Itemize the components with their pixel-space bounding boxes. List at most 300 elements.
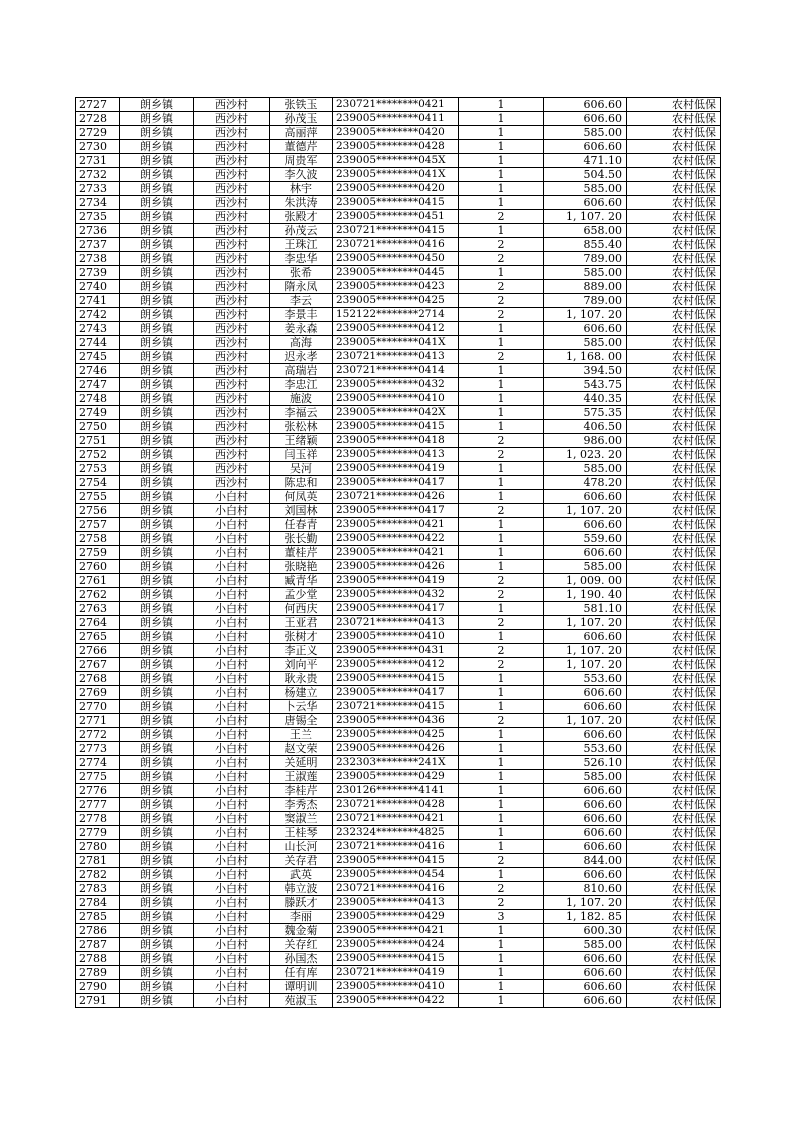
amount-cell: 606.60 [544,798,627,812]
village-cell: 小白村 [194,980,270,994]
assistance-type-cell: 农村低保 [627,210,721,224]
village-cell: 西沙村 [194,210,270,224]
household-size-cell: 1 [459,994,544,1008]
household-size-cell: 2 [459,350,544,364]
row-number-cell: 2759 [76,546,120,560]
name-cell: 张长勤 [270,532,333,546]
town-cell: 朗乡镇 [120,798,194,812]
household-size-cell: 3 [459,910,544,924]
assistance-type-cell: 农村低保 [627,420,721,434]
assistance-type-cell: 农村低保 [627,980,721,994]
household-size-cell: 2 [459,434,544,448]
name-cell: 迟永孝 [270,350,333,364]
name-cell: 关存红 [270,938,333,952]
amount-cell: 606.60 [544,546,627,560]
assistance-type-cell: 农村低保 [627,266,721,280]
name-cell: 王淑莲 [270,770,333,784]
village-cell: 西沙村 [194,476,270,490]
household-size-cell: 1 [459,630,544,644]
name-cell: 山长河 [270,840,333,854]
assistance-type-cell: 农村低保 [627,126,721,140]
assistance-type-cell: 农村低保 [627,602,721,616]
village-cell: 小白村 [194,616,270,630]
row-number-cell: 2753 [76,462,120,476]
name-cell: 孙茂玉 [270,112,333,126]
amount-cell: 553.60 [544,672,627,686]
id-number-cell: 239005********0428 [333,140,459,154]
row-number-cell: 2758 [76,532,120,546]
village-cell: 西沙村 [194,448,270,462]
name-cell: 林宇 [270,182,333,196]
name-cell: 陈忠和 [270,476,333,490]
table-row [76,406,721,420]
row-number-cell: 2733 [76,182,120,196]
amount-cell: 471.10 [544,154,627,168]
id-number-cell: 239005********0415 [333,672,459,686]
household-size-cell: 1 [459,700,544,714]
town-cell: 朗乡镇 [120,238,194,252]
town-cell: 朗乡镇 [120,518,194,532]
id-number-cell: 239005********0417 [333,686,459,700]
village-cell: 小白村 [194,672,270,686]
assistance-type-cell: 农村低保 [627,140,721,154]
name-cell: 李丽 [270,910,333,924]
town-cell: 朗乡镇 [120,658,194,672]
assistance-type-cell: 农村低保 [627,644,721,658]
town-cell: 朗乡镇 [120,294,194,308]
row-number-cell: 2747 [76,378,120,392]
village-cell: 西沙村 [194,294,270,308]
town-cell: 朗乡镇 [120,924,194,938]
town-cell: 朗乡镇 [120,966,194,980]
id-number-cell: 230721********0413 [333,616,459,630]
table-row [76,966,721,980]
amount-cell: 1, 107. 20 [544,644,627,658]
amount-cell: 1, 190. 40 [544,588,627,602]
village-cell: 小白村 [194,840,270,854]
name-cell: 王兰 [270,728,333,742]
row-number-cell: 2744 [76,336,120,350]
table-row [76,924,721,938]
town-cell: 朗乡镇 [120,616,194,630]
village-cell: 西沙村 [194,98,270,112]
village-cell: 西沙村 [194,392,270,406]
id-number-cell: 230721********0413 [333,350,459,364]
village-cell: 西沙村 [194,224,270,238]
amount-cell: 789.00 [544,294,627,308]
village-cell: 西沙村 [194,364,270,378]
name-cell: 高丽萍 [270,126,333,140]
name-cell: 韩立波 [270,882,333,896]
assistance-type-cell: 农村低保 [627,896,721,910]
id-number-cell: 239005********0421 [333,546,459,560]
name-cell: 隋永凤 [270,280,333,294]
name-cell: 谭明训 [270,980,333,994]
row-number-cell: 2778 [76,812,120,826]
amount-cell: 553.60 [544,742,627,756]
amount-cell: 1, 107. 20 [544,896,627,910]
town-cell: 朗乡镇 [120,574,194,588]
assistance-type-cell: 农村低保 [627,868,721,882]
town-cell: 朗乡镇 [120,882,194,896]
id-number-cell: 239005********0445 [333,266,459,280]
town-cell: 朗乡镇 [120,756,194,770]
amount-cell: 606.60 [544,840,627,854]
name-cell: 王桂琴 [270,826,333,840]
town-cell: 朗乡镇 [120,504,194,518]
assistance-type-cell: 农村低保 [627,994,721,1008]
assistance-type-cell: 农村低保 [627,784,721,798]
town-cell: 朗乡镇 [120,378,194,392]
row-number-cell: 2736 [76,224,120,238]
table-row [76,224,721,238]
assistance-type-cell: 农村低保 [627,112,721,126]
table-row [76,742,721,756]
row-number-cell: 2731 [76,154,120,168]
amount-cell: 1, 107. 20 [544,714,627,728]
town-cell: 朗乡镇 [120,938,194,952]
town-cell: 朗乡镇 [120,490,194,504]
id-number-cell: 230721********0416 [333,840,459,854]
town-cell: 朗乡镇 [120,994,194,1008]
table-row [76,476,721,490]
assistance-type-cell: 农村低保 [627,658,721,672]
town-cell: 朗乡镇 [120,630,194,644]
town-cell: 朗乡镇 [120,532,194,546]
assistance-type-cell: 农村低保 [627,910,721,924]
amount-cell: 1, 107. 20 [544,616,627,630]
village-cell: 小白村 [194,490,270,504]
amount-cell: 559.60 [544,532,627,546]
assistance-type-cell: 农村低保 [627,728,721,742]
household-size-cell: 1 [459,140,544,154]
household-size-cell: 1 [459,462,544,476]
amount-cell: 1, 107. 20 [544,504,627,518]
table-row [76,336,721,350]
village-cell: 西沙村 [194,336,270,350]
table-row [76,294,721,308]
table-row [76,546,721,560]
village-cell: 西沙村 [194,154,270,168]
amount-cell: 1, 107. 20 [544,658,627,672]
household-size-cell: 1 [459,784,544,798]
id-number-cell: 239005********0422 [333,532,459,546]
assistance-type-cell: 农村低保 [627,966,721,980]
town-cell: 朗乡镇 [120,714,194,728]
row-number-cell: 2791 [76,994,120,1008]
village-cell: 小白村 [194,602,270,616]
village-cell: 小白村 [194,966,270,980]
village-cell: 西沙村 [194,308,270,322]
village-cell: 小白村 [194,574,270,588]
household-size-cell: 2 [459,280,544,294]
table-row [76,700,721,714]
id-number-cell: 239005********0413 [333,448,459,462]
name-cell: 李正义 [270,644,333,658]
amount-cell: 585.00 [544,462,627,476]
id-number-cell: 239005********0432 [333,588,459,602]
assistance-type-cell: 农村低保 [627,518,721,532]
household-size-cell: 2 [459,448,544,462]
village-cell: 小白村 [194,952,270,966]
id-number-cell: 230721********0421 [333,812,459,826]
household-size-cell: 1 [459,756,544,770]
village-cell: 西沙村 [194,350,270,364]
amount-cell: 585.00 [544,560,627,574]
table-row [76,770,721,784]
id-number-cell: 239005********041X [333,336,459,350]
id-number-cell: 239005********0417 [333,504,459,518]
assistance-type-cell: 农村低保 [627,476,721,490]
row-number-cell: 2735 [76,210,120,224]
table-row [76,98,721,112]
amount-cell: 606.60 [544,686,627,700]
id-number-cell: 239005********042X [333,406,459,420]
name-cell: 赵文荣 [270,742,333,756]
household-size-cell: 1 [459,980,544,994]
row-number-cell: 2777 [76,798,120,812]
village-cell: 小白村 [194,812,270,826]
assistance-type-cell: 农村低保 [627,574,721,588]
amount-cell: 844.00 [544,854,627,868]
name-cell: 李云 [270,294,333,308]
household-size-cell: 1 [459,868,544,882]
household-size-cell: 1 [459,966,544,980]
row-number-cell: 2768 [76,672,120,686]
village-cell: 小白村 [194,504,270,518]
assistance-type-cell: 农村低保 [627,714,721,728]
table-row [76,798,721,812]
id-number-cell: 239005********0431 [333,644,459,658]
row-number-cell: 2743 [76,322,120,336]
table-row [76,784,721,798]
assistance-type-cell: 农村低保 [627,686,721,700]
id-number-cell: 152122********2714 [333,308,459,322]
id-number-cell: 239005********0426 [333,742,459,756]
amount-cell: 606.60 [544,140,627,154]
village-cell: 小白村 [194,868,270,882]
table-row [76,728,721,742]
name-cell: 高海 [270,336,333,350]
town-cell: 朗乡镇 [120,770,194,784]
name-cell: 孟少堂 [270,588,333,602]
id-number-cell: 239005********0412 [333,658,459,672]
id-number-cell: 239005********0417 [333,602,459,616]
name-cell: 董德芹 [270,140,333,154]
town-cell: 朗乡镇 [120,784,194,798]
household-size-cell: 1 [459,490,544,504]
id-number-cell: 239005********0423 [333,280,459,294]
household-size-cell: 2 [459,574,544,588]
row-number-cell: 2769 [76,686,120,700]
household-size-cell: 2 [459,714,544,728]
amount-cell: 585.00 [544,938,627,952]
town-cell: 朗乡镇 [120,980,194,994]
assistance-type-cell: 农村低保 [627,588,721,602]
name-cell: 李秀杰 [270,798,333,812]
assistance-type-cell: 农村低保 [627,546,721,560]
village-cell: 西沙村 [194,182,270,196]
amount-cell: 585.00 [544,266,627,280]
name-cell: 卜云华 [270,700,333,714]
household-size-cell: 1 [459,560,544,574]
assistance-type-cell: 农村低保 [627,378,721,392]
assistance-type-cell: 农村低保 [627,462,721,476]
row-number-cell: 2771 [76,714,120,728]
name-cell: 刘向平 [270,658,333,672]
name-cell: 关存君 [270,854,333,868]
table-row [76,280,721,294]
row-number-cell: 2730 [76,140,120,154]
table-row [76,756,721,770]
table-row [76,980,721,994]
household-size-cell: 1 [459,126,544,140]
name-cell: 张铁玉 [270,98,333,112]
town-cell: 朗乡镇 [120,826,194,840]
id-number-cell: 230721********0419 [333,966,459,980]
town-cell: 朗乡镇 [120,728,194,742]
row-number-cell: 2745 [76,350,120,364]
id-number-cell: 239005********0425 [333,294,459,308]
id-number-cell: 239005********0415 [333,420,459,434]
amount-cell: 1, 009. 00 [544,574,627,588]
id-number-cell: 239005********0451 [333,210,459,224]
id-number-cell: 239005********0417 [333,476,459,490]
table-row [76,672,721,686]
row-number-cell: 2738 [76,252,120,266]
household-size-cell: 1 [459,602,544,616]
village-cell: 西沙村 [194,434,270,448]
name-cell: 杨建立 [270,686,333,700]
row-number-cell: 2728 [76,112,120,126]
beneficiary-table [75,97,721,1008]
table-row [76,882,721,896]
assistance-type-cell: 农村低保 [627,252,721,266]
row-number-cell: 2737 [76,238,120,252]
household-size-cell: 1 [459,770,544,784]
village-cell: 西沙村 [194,420,270,434]
id-number-cell: 239005********041X [333,168,459,182]
amount-cell: 606.60 [544,994,627,1008]
table-row [76,686,721,700]
household-size-cell: 1 [459,798,544,812]
village-cell: 小白村 [194,588,270,602]
row-number-cell: 2785 [76,910,120,924]
table-row [76,448,721,462]
town-cell: 朗乡镇 [120,406,194,420]
town-cell: 朗乡镇 [120,308,194,322]
village-cell: 小白村 [194,644,270,658]
row-number-cell: 2757 [76,518,120,532]
amount-cell: 606.60 [544,966,627,980]
village-cell: 小白村 [194,560,270,574]
village-cell: 小白村 [194,826,270,840]
village-cell: 小白村 [194,518,270,532]
amount-cell: 606.60 [544,826,627,840]
amount-cell: 889.00 [544,280,627,294]
town-cell: 朗乡镇 [120,420,194,434]
household-size-cell: 1 [459,378,544,392]
row-number-cell: 2773 [76,742,120,756]
household-size-cell: 1 [459,476,544,490]
assistance-type-cell: 农村低保 [627,98,721,112]
village-cell: 小白村 [194,532,270,546]
household-size-cell: 1 [459,168,544,182]
town-cell: 朗乡镇 [120,322,194,336]
id-number-cell: 230721********0416 [333,238,459,252]
household-size-cell: 1 [459,322,544,336]
id-number-cell: 239005********0411 [333,112,459,126]
household-size-cell: 1 [459,224,544,238]
town-cell: 朗乡镇 [120,560,194,574]
amount-cell: 581.10 [544,602,627,616]
town-cell: 朗乡镇 [120,350,194,364]
id-number-cell: 239005********0432 [333,378,459,392]
row-number-cell: 2764 [76,616,120,630]
town-cell: 朗乡镇 [120,910,194,924]
household-size-cell: 1 [459,98,544,112]
town-cell: 朗乡镇 [120,280,194,294]
household-size-cell: 1 [459,532,544,546]
name-cell: 何凤英 [270,490,333,504]
amount-cell: 585.00 [544,126,627,140]
table-row [76,868,721,882]
assistance-type-cell: 农村低保 [627,196,721,210]
id-number-cell: 239005********0436 [333,714,459,728]
id-number-cell: 239005********0410 [333,980,459,994]
name-cell: 李忠华 [270,252,333,266]
household-size-cell: 1 [459,518,544,532]
household-size-cell: 1 [459,672,544,686]
household-size-cell: 2 [459,854,544,868]
row-number-cell: 2770 [76,700,120,714]
village-cell: 小白村 [194,798,270,812]
id-number-cell: 239005********0421 [333,924,459,938]
name-cell: 孙国杰 [270,952,333,966]
row-number-cell: 2780 [76,840,120,854]
village-cell: 小白村 [194,854,270,868]
row-number-cell: 2763 [76,602,120,616]
village-cell: 小白村 [194,756,270,770]
town-cell: 朗乡镇 [120,868,194,882]
assistance-type-cell: 农村低保 [627,238,721,252]
name-cell: 魏金菊 [270,924,333,938]
name-cell: 王亚君 [270,616,333,630]
id-number-cell: 239005********0421 [333,518,459,532]
household-size-cell: 1 [459,686,544,700]
id-number-cell: 239005********0415 [333,854,459,868]
village-cell: 小白村 [194,630,270,644]
name-cell: 董桂芹 [270,546,333,560]
town-cell: 朗乡镇 [120,252,194,266]
table-row [76,952,721,966]
table-row [76,812,721,826]
amount-cell: 606.60 [544,112,627,126]
village-cell: 西沙村 [194,252,270,266]
row-number-cell: 2746 [76,364,120,378]
amount-cell: 1, 107. 20 [544,308,627,322]
assistance-type-cell: 农村低保 [627,630,721,644]
table-row [76,462,721,476]
row-number-cell: 2774 [76,756,120,770]
row-number-cell: 2732 [76,168,120,182]
assistance-type-cell: 农村低保 [627,392,721,406]
household-size-cell: 2 [459,504,544,518]
amount-cell: 585.00 [544,770,627,784]
name-cell: 张松林 [270,420,333,434]
assistance-type-cell: 农村低保 [627,322,721,336]
table-row [76,840,721,854]
